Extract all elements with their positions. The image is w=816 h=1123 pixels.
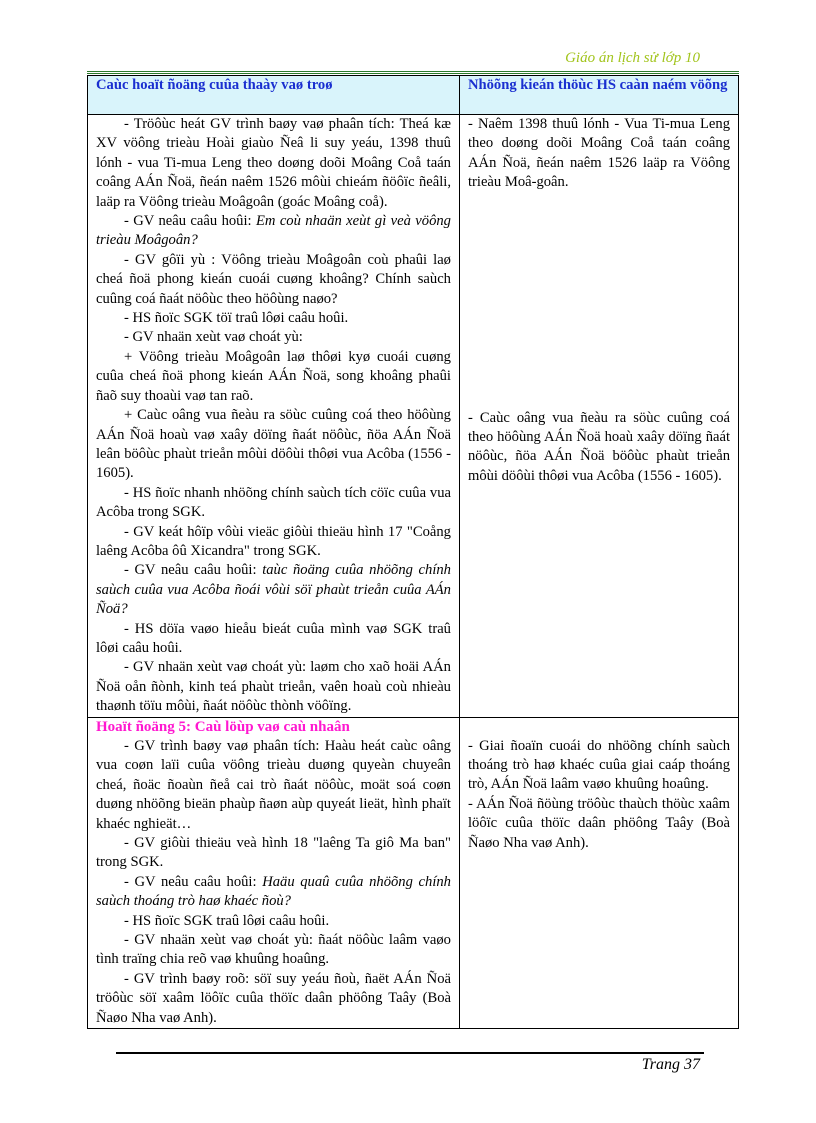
- paragraph-text: - GV neâu caâu hoûi:: [124, 562, 263, 579]
- question-text: taùc ñoäng cuûa nhöõng chính saùch cuûa vua Acôba ñoái vôùi söï phaùt trieån cuûa AÁn Ñoä?: [96, 562, 451, 618]
- paragraph: - Caùc oâng vua ñeàu ra söùc cuûng coá theo höôùng AÁn Ñoä hoaù xaây döïng ñaát nöôùc, ñöa AÁn Ñoä böôùc phaùt trieån môùi döôùi thôøi vua Acôba (1556 - 1605).: [467, 409, 730, 484]
- question-text: Haäu quaû cuûa nhöõng chính saùch thoáng trò haø khaéc ñoù?: [96, 873, 451, 910]
- section-title: Hoaït ñoäng 5: Caù löùp vaø caù nhaân: [96, 718, 350, 735]
- paragraph-text: - GV neâu caâu hoûi:: [124, 873, 263, 890]
- paragraph: [96, 561, 451, 619]
- paragraph: - GV giôùi thieäu veà hình 18 "laêng Ta giô Ma ban" trong SGK.: [96, 835, 451, 871]
- teacher-activity-cell: [88, 115, 460, 718]
- question-text: Em coù nhaän xeùt gì veà vöông trieàu Moâgoân?: [96, 213, 451, 249]
- paragraph: - GV trình baøy roõ: söï suy yeáu ñoù, ñaët AÁn Ñoä tröôùc söï xaâm löôïc cuûa thöïc daân phöông Taây (Boà Ñaøo Nha vaø Anh).: [96, 970, 451, 1026]
- column-header-required-knowledge: Nhöõng kieán thöùc HS caàn naém vöõng: [459, 76, 738, 115]
- paragraph: - GV gôïi yù : Vöông trieàu Moâgoân coù phaûi laø cheá ñoä phong kieán cuoái cuøng khoâng? Chính saùch cuûng coá ñaát nöôùc theo höôùng naøo?: [96, 251, 451, 307]
- required-knowledge-cell: [459, 717, 738, 1029]
- spacer: [468, 193, 730, 409]
- paragraph: - HS ñoïc SGK traû lôøi caâu hoûi.: [124, 912, 330, 929]
- required-knowledge-cell: [459, 115, 738, 718]
- paragraph: - Tröôùc heát GV trình baøy vaø phaân tích: Theá kæ XV vöông trieàu Hoài giaùo Ñeâ li suy yeáu, 1398 thuû lónh - vua Ti-mua Leng theo doøng doõi Moâng Coå taán coâng AÁn Ñoä, ñeán naêm 1526 môùi chieám ñöôïc ñeâli, laäp ra Vöông trieàu Moâgoân (goác Moâng coå).: [96, 116, 451, 210]
- footer-rule: [116, 1052, 704, 1054]
- paragraph: - HS döïa vaøo hieåu bieát cuûa mình vaø SGK traû lôøi caâu hoûi.: [96, 620, 451, 656]
- paragraph: [96, 873, 451, 912]
- paragraph-text: - GV neâu caâu hoûi:: [124, 213, 256, 230]
- paragraph: - GV trình baøy vaø phaân tích: Haàu heát caùc oâng vua coøn laïi cuûa vöông trieàu duøng quyeàn chuyeân cheá, ñoäc ñoaùn ñeå cai trò ñaát nöôùc, moät soá coøn duøng nhöõng bieän phaùp ñaøn aùp quyeát lieät, hình phaït khaéc nghieät…: [96, 738, 451, 832]
- table-header-row: [88, 76, 739, 115]
- paragraph: - GV nhaän xeùt vaø choát yù:: [124, 329, 303, 346]
- paragraph: - AÁn Ñoä ñöùng tröôùc thaùch thöùc xaâm löôïc cuûa thöïc daân phöông Taây (Boà Ñaøo Nha vaø Anh).: [467, 795, 730, 851]
- table-row: [88, 115, 739, 718]
- paragraph: - GV keát hôïp vôùi vieäc giôùi thieäu hình 17 "Coång laêng Acôba ôû Xicandra" trong SGK.: [96, 523, 451, 559]
- paragraph: - Giai ñoaïn cuoái do nhöõng chính saùch thoáng trò haø khaéc cuûa giai caáp thoáng trò, AÁn Ñoä laâm vaøo khuûng hoaûng.: [467, 737, 730, 793]
- paragraph: [96, 212, 451, 251]
- paragraph: - Naêm 1398 thuû lónh - Vua Ti-mua Leng theo doøng doõi Moâng Coå taán coâng AÁn Ñoä, ñeán naêm 1526 laäp ra Vöông trieàu Moâ-goân.: [467, 116, 730, 191]
- paragraph: - HS ñoïc nhanh nhöõng chính saùch tích cöïc cuûa vua Acôba trong SGK.: [96, 484, 451, 521]
- page-number: Trang 37: [641, 1056, 700, 1073]
- header-rule: [87, 71, 739, 74]
- header-title: Giáo án lịch sử lớp 10: [565, 50, 700, 66]
- paragraph: - GV nhaän xeùt vaø choát yù: ñaát nöôùc laâm vaøo tình traïng chia reõ vaø khuûng hoaûng.: [96, 932, 451, 968]
- column-header-teacher-activities: Caùc hoaït ñoäng cuûa thaày vaø troø: [88, 76, 460, 115]
- paragraph: + Caùc oâng vua ñeàu ra söùc cuûng coá theo höôùng AÁn Ñoä hoaù vaø xaây döïng ñaát nöôùc, ñöa AÁn Ñoä leân böôùc phaùt trieån môùi döôùi thôøi vua Acôba (1556 - 1605).: [96, 407, 451, 482]
- lesson-table: [87, 75, 739, 1029]
- table-row: [88, 717, 739, 1029]
- paragraph: - GV nhaän xeùt vaø choát yù: laøm cho xaõ hoäi AÁn Ñoä oån ñònh, kinh teá phaùt trieån, vaên hoaù coù nhieàu thaønh töïu môùi, ñaát nöôùc thònh vöôïng.: [96, 659, 451, 715]
- paragraph: + Vöông trieàu Moâgoân laø thôøi kyø cuoái cuøng cuûa cheá ñoä phong kieán AÁn Ñoä, song khoâng phaûi ñaõ suy thoaùi vaø tan raõ.: [96, 348, 451, 404]
- teacher-activity-cell: [88, 717, 460, 1029]
- paragraph: - HS ñoïc SGK töï traû lôøi caâu hoûi.: [124, 310, 349, 327]
